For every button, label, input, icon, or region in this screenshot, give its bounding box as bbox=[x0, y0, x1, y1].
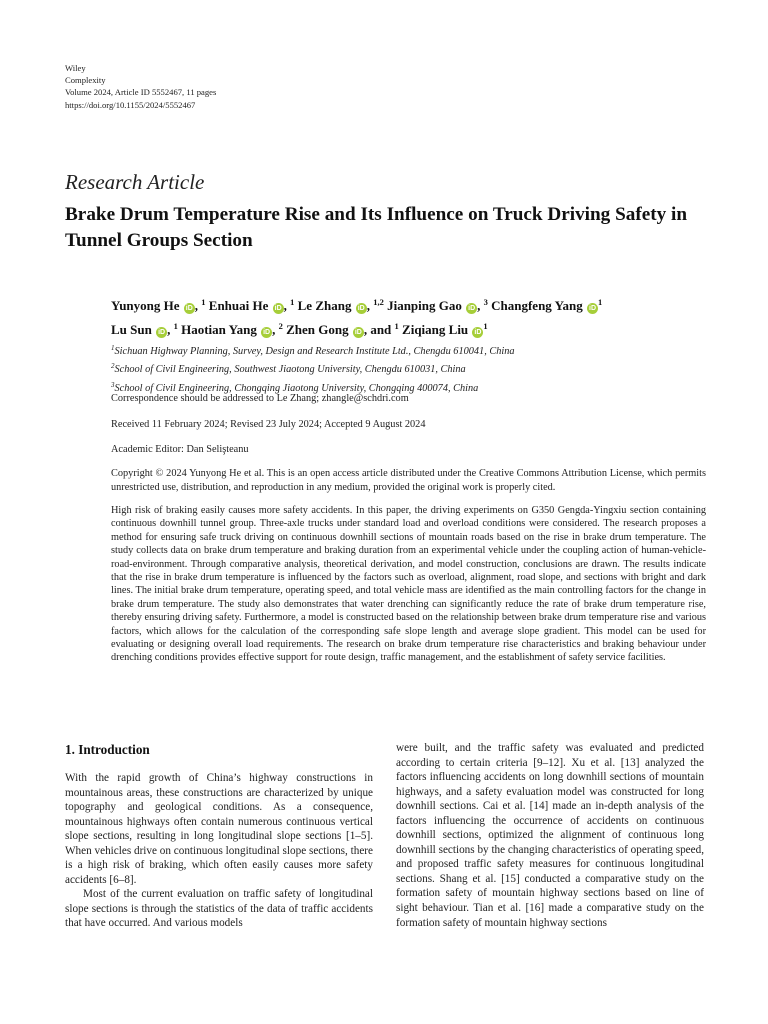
affiliation: $^2$School of Civil Engineering, Southwest Jiaotong University, Chengdu 610031, China bbox=[111, 362, 466, 376]
orcid-icon[interactable]: iD bbox=[474, 329, 482, 336]
copyright-notice: Copyright © 2024 Yunyong He et al. This is an open access article distributed under the Creative Commons Attribution License, which permits unrestricted use, distribution, and reproduction in any medium, provided the original work is properly cited. bbox=[111, 468, 706, 493]
author-name[interactable]: Haotian Yang bbox=[181, 322, 257, 337]
section-heading-introduction: 1. Introduction bbox=[65, 742, 150, 757]
affiliation-marker: 2 bbox=[278, 321, 283, 331]
author[interactable]: Yunyong He iD , $^1$ bbox=[111, 297, 206, 313]
author[interactable]: Haotian Yang iD , $^2$ bbox=[181, 321, 283, 337]
author-name[interactable]: Ziqiang Liu bbox=[402, 322, 469, 337]
author-name[interactable]: Enhuai He bbox=[208, 298, 269, 313]
author-name[interactable]: Yunyong He bbox=[111, 298, 180, 313]
publisher-name: Wiley bbox=[65, 63, 86, 73]
author-name[interactable]: Le Zhang bbox=[297, 298, 352, 313]
orcid-icon[interactable]: iD bbox=[357, 305, 365, 312]
orcid-icon[interactable]: iD bbox=[185, 305, 193, 312]
affiliation: $^3$School of Civil Engineering, Chongqing Jiaotong University, Chongqing 400074, China bbox=[111, 380, 479, 394]
author-name[interactable]: Changfeng Yang bbox=[491, 298, 583, 313]
body-column-right bbox=[396, 741, 704, 930]
orcid-icon[interactable]: iD bbox=[263, 329, 271, 336]
author[interactable]: Le Zhang iD , $^{1,2}$ bbox=[297, 297, 384, 313]
paper-title: Brake Drum Temperature Rise and Its Influence on Truck Driving Safety in Tunnel Groups Section bbox=[65, 204, 688, 251]
author[interactable]: Zhen Gong iD , and $^1$ bbox=[286, 321, 399, 337]
orcid-icon[interactable]: iD bbox=[158, 329, 166, 336]
author-name[interactable]: Lu Sun bbox=[111, 322, 152, 337]
affiliation-marker: 1 bbox=[173, 321, 178, 331]
affiliation-marker: 1 bbox=[394, 321, 399, 331]
affiliation-marker: 1 bbox=[483, 321, 488, 331]
author[interactable]: Jianping Gao iD , $^3$ bbox=[387, 297, 488, 313]
abstract: High risk of braking easily causes more safety accidents. In this paper, the driving experiments on G350 Gengda-Yingxiu section containing continuous downhill tunnel group. Three-axle trucks under standard load and overload conditions were considered. The research proposes a method for ensuring safe truck driving on continuous downhill sections of mountain roads based on the rise in brake drum temperature. The study collects data on brake drum temperature and braking duration from an experimental vehicle under the coupling action of human-vehicle-road-environment. Through comparative analysis, theoretical derivation, and model construction, conclusions are drawn. The results indicate that the rise in brake drum temperature is influenced by the factors such as overload, alignment, road slope, and sections with bright and dark lines. The initial brake drum temperature, operating speed, and total vehicle mass are identified as the main controlling factors for the change in brake drum temperature. The study also demonstrates that water drenching can significantly reduce the rate of brake drum temperature rise, thereby ensuring driving safety. Furthermore, a model is constructed based on the relationship between brake drum temperature rise and various factors, which allows for the calculation of the corresponding safe slope length and average slope gradient. This model can be used for evaluating or designing overall load requirements. The research on brake drum temperature rise characteristics and braking behaviour under drenching conditions provides effective support for route design, traffic management, and the establishment of safety service facilities. bbox=[111, 505, 706, 664]
author[interactable] bbox=[491, 298, 602, 313]
affiliation-marker: 1,2 bbox=[373, 297, 384, 307]
affiliation-marker: 1 bbox=[290, 297, 295, 307]
author[interactable] bbox=[402, 322, 488, 337]
doi-link[interactable]: https://doi.org/10.1155/2024/5552467 bbox=[65, 99, 196, 110]
paragraph: With the rapid growth of China’s highway constructions in mountainous areas, these constructions are characterized by unique topography and geological conditions. As a consequence, mountainous highways often contain numerous continuous vertical slope sections, resulting in long longitudinal slope sections [1–5]. When vehicles drive on continuous longitudinal slope sections, there is a high risk of braking, which often easily causes more safety accidents [6–8]. bbox=[65, 772, 373, 886]
orcid-icon[interactable]: iD bbox=[589, 305, 596, 312]
paragraph: were built, and the traffic safety was evaluated and predicted according to certain criteria [9–12]. Xu et al. [13] analyzed the factors influencing accidents on long downhill sections of mountain highways, and a safety evaluation model was constructed for long downhill sections. Cai et al. [14] made an in-depth analysis of the factors influencing the occurrence of accidents on continuous downhill sections, optimized the alignment of continuous long downhill sections by the changing characteristics of operating speed, and proposed traffic safety measures for continuous longitudinal sections. Shang et al. [15] conducted a comparative study on the formation safety of mountain highway sections based on line of sight behaviour. Tian et al. [16] made a comparative study on the formation safety of mountain highway sections bbox=[396, 742, 704, 929]
orcid-icon[interactable]: iD bbox=[468, 305, 476, 312]
paragraph: Most of the current evaluation on traffic safety of longitudinal slope sections is through the statistics of the data of traffic accidents that have occurred. And various models bbox=[65, 888, 373, 930]
received-dates: Received 11 February 2024; Revised 23 July 2024; Accepted 9 August 2024 bbox=[111, 419, 426, 430]
journal-meta bbox=[65, 62, 216, 111]
volume-line: Volume 2024, Article ID 5552467, 11 pages bbox=[65, 87, 217, 98]
author-list bbox=[111, 292, 711, 340]
affiliation-marker: 1 bbox=[201, 297, 206, 307]
author-name[interactable]: Jianping Gao bbox=[387, 298, 462, 313]
journal-name: Complexity bbox=[65, 75, 106, 86]
article-type: Research Article bbox=[65, 170, 205, 194]
author[interactable]: Enhuai He iD , $^1$ bbox=[208, 297, 295, 313]
author[interactable]: Lu Sun iD , $^1$ bbox=[111, 321, 178, 337]
affiliation-marker: 3 bbox=[483, 297, 488, 307]
correspondence: Correspondence should be addressed to Le Zhang; zhangle@schdri.com bbox=[111, 393, 409, 404]
affiliations bbox=[111, 341, 515, 396]
orcid-icon[interactable]: iD bbox=[354, 329, 362, 336]
academic-editor: Academic Editor: Dan Selişteanu bbox=[111, 444, 249, 455]
affiliation: $^1$Sichuan Highway Planning, Survey, Design and Research Institute Ltd., Chengdu 610041, China bbox=[111, 344, 515, 357]
affiliation-marker: 1 bbox=[598, 297, 603, 307]
author-name[interactable]: Zhen Gong bbox=[286, 322, 349, 337]
body-column-left bbox=[65, 771, 373, 931]
orcid-icon[interactable]: iD bbox=[274, 305, 282, 312]
